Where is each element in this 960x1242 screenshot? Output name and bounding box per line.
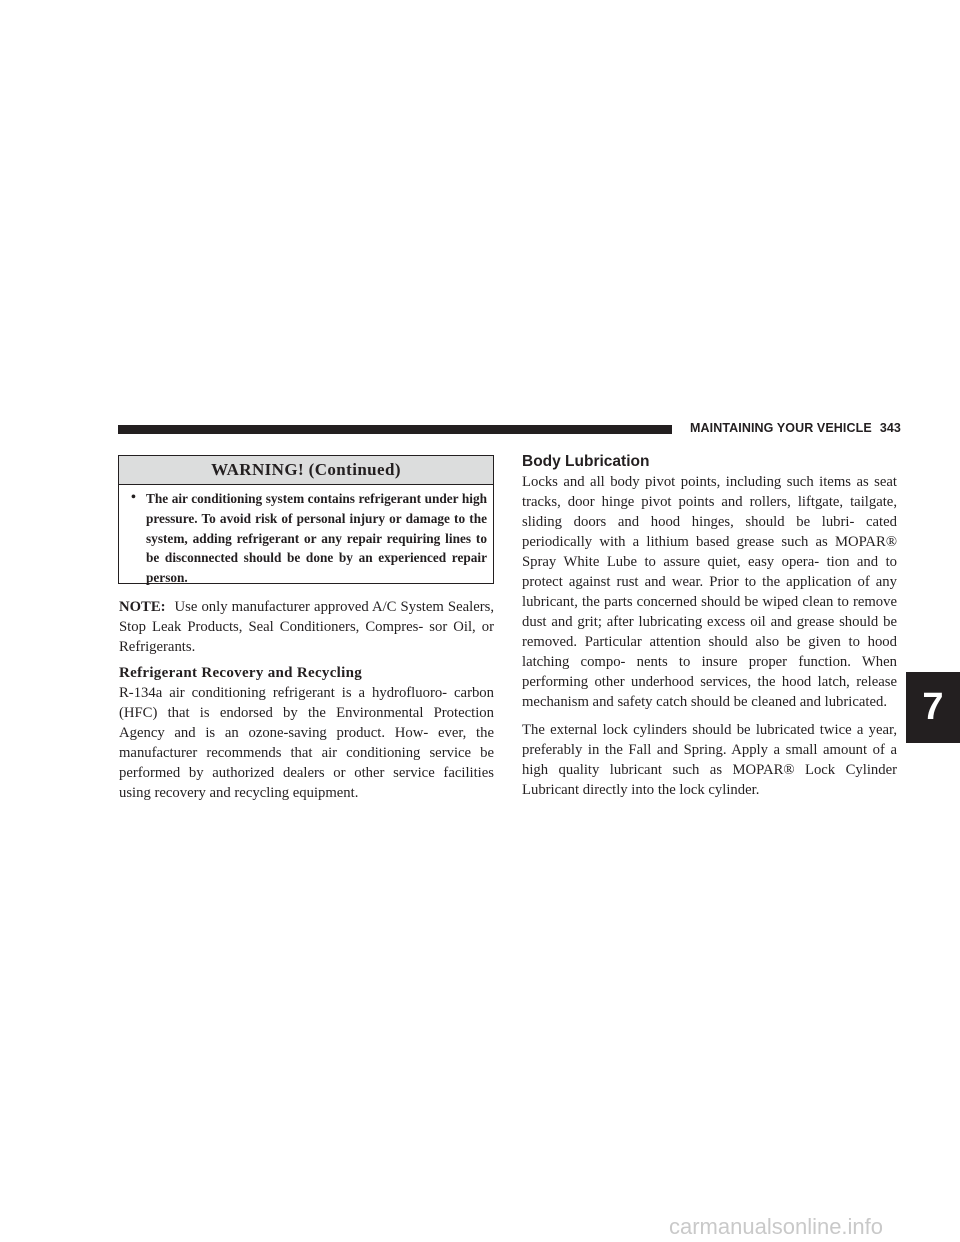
refrigerant-section [119, 663, 494, 803]
body-lubrication-paragraph-1: Locks and all body pivot points, including such items as seat tracks, door hinge pivot points and rollers, liftgate, tailgate, sliding doors and hood hinges, should be lubri- cated periodically with a lithium based grease such as MOPAR® Spray White Lube to assure quiet, easy opera- tion and to protect against rust and wear. Prior to the application of any lubricant, the parts concerned should be wiped clean to remove dust and grit; after lubricating excess oil and grease should be removed. Particular attention should also be given to hood latching compo- nents to insure proper function. When performing other underhood services, the hood latch, release mechanism and safety catch should be cleaned and lubricated. [522, 474, 897, 710]
warning-text: The air conditioning system contains refrigerant under high pressure. To avoid risk of personal injury or damage to the system, adding refrigerant or any repair requiring lines to be disconnected should be done by an experienced repair person. [146, 491, 487, 586]
section-title: MAINTAINING YOUR VEHICLE [690, 421, 872, 435]
warning-box [118, 455, 494, 584]
body-lubrication-heading: Body Lubrication [522, 453, 650, 470]
warning-body [119, 485, 493, 588]
refrigerant-text: R-134a air conditioning refrigerant is a hydrofluoro- carbon (HFC) that is endorsed by the Environmental Protection Agency and is an ozone-saving product. How- ever, the manufacturer recommends that air conditioning service be performed by authorized dealers or other service facilities using recovery and recycling equipment. [119, 685, 494, 801]
body-lubrication-section [522, 453, 897, 800]
running-header [690, 421, 901, 435]
body-lubrication-paragraph-2: The external lock cylinders should be lubricated twice a year, preferably in the Fall and Spring. Apply a small amount of a high quality lubricant such as MOPAR® Lock Cylinder Lubricant directly into the lock cylinder. [522, 722, 897, 798]
note-paragraph [119, 597, 494, 657]
page-number: 343 [879, 421, 901, 435]
note-label: NOTE: [119, 599, 166, 615]
note-text: Use only manufacturer approved A/C System Sealers, Stop Leak Products, Seal Conditioners, Compres- sor Oil, or Refrigerants. [119, 599, 494, 655]
chapter-tab: 7 [906, 672, 960, 743]
header-rule [118, 425, 672, 434]
refrigerant-heading: Refrigerant Recovery and Recycling [119, 665, 363, 681]
watermark: carmanualsonline.info [669, 1214, 884, 1239]
bullet-icon: • [131, 490, 136, 505]
warning-title: WARNING! (Continued) [119, 456, 493, 485]
